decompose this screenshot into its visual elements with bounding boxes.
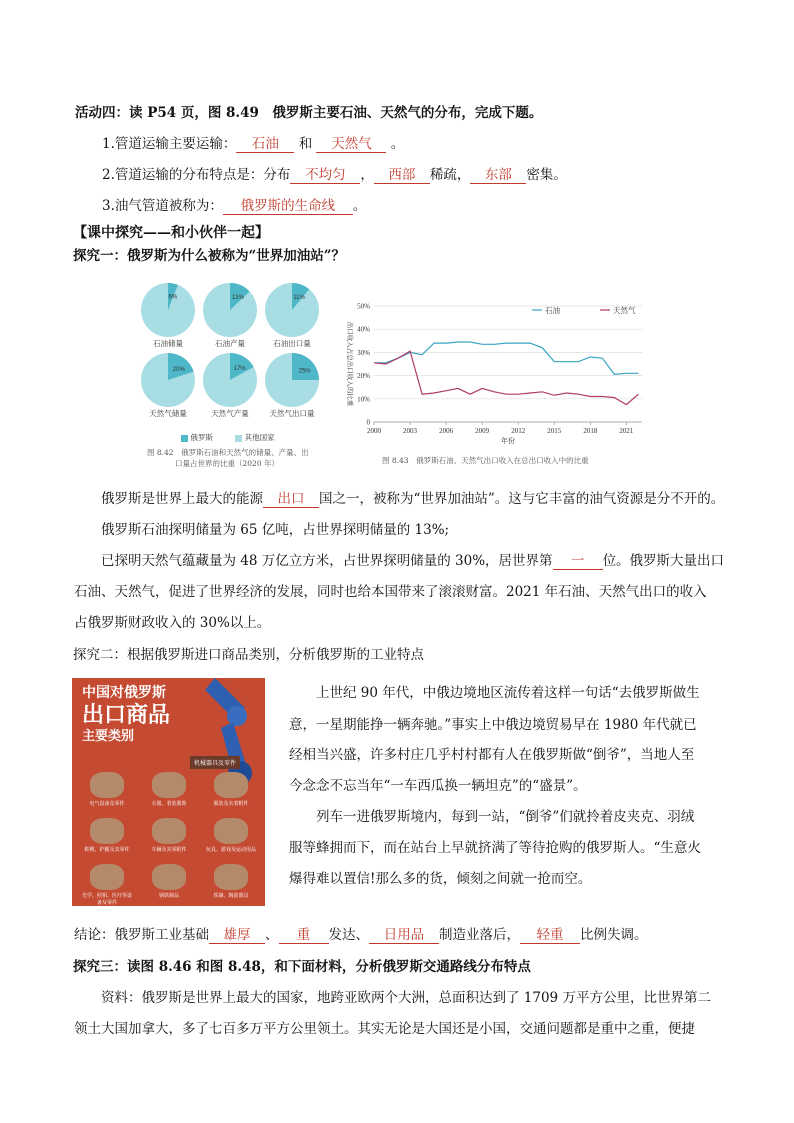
fig843-caption: 图 8.43 俄罗斯石油、天然气出口收入在总出口收入中的比重 xyxy=(382,456,589,465)
pie-chart xyxy=(141,283,195,348)
activity-intro: 活动四：读 P54 页，图 8.49 俄罗斯主要石油、天然气的分布，完成下题。 xyxy=(75,105,543,121)
pie-value-label: 6% xyxy=(168,294,178,301)
x-tick-label: 2012 xyxy=(511,427,526,435)
x-tick-label: 2003 xyxy=(403,427,418,435)
legend-label: 天然气 xyxy=(613,306,636,315)
poster-item: 钢铁制品 xyxy=(144,864,194,899)
fig842-caption-1: 图 8.42 俄罗斯石油和天然气的储量、产量、出 xyxy=(147,448,309,457)
conclusion: 结论：俄罗斯工业基础 雄厚 、 重 发达、 日用品 制造业落后， 轻重 比例失调。 xyxy=(74,927,648,943)
figure-8-43 xyxy=(338,294,658,474)
y-tick-label: 0 xyxy=(366,418,370,427)
answer-gas: 天然气 xyxy=(316,136,386,153)
pie-label: 天然气储量 xyxy=(149,409,187,418)
answer-lifeline: 俄罗斯的生命线 xyxy=(223,198,353,215)
pie-grid xyxy=(133,280,333,440)
poster-item: 鞋靴、护腿及其零件 xyxy=(82,818,132,853)
pie-value-label: 25% xyxy=(298,368,311,375)
x-axis-label: 年份 xyxy=(501,437,515,444)
pie-label: 石油产量 xyxy=(215,339,245,348)
explore2-para4: 今念念不忘当年“一车西瓜换一辆坦克”的“盛景”。 xyxy=(289,778,587,794)
pie-chart xyxy=(265,283,319,348)
pie-label: 石油出口量 xyxy=(273,339,311,348)
series-line-0 xyxy=(374,342,638,374)
legend-label: 石油 xyxy=(545,306,560,315)
pie-chart xyxy=(265,353,319,418)
explore3-title: 探究三：读图 8.46 和图 8.48，和下面材料，分析俄罗斯交通路线分布特点 xyxy=(73,959,531,975)
poster-item: 玩具、游戏及运动用品 xyxy=(206,818,256,853)
answer-oil: 石油 xyxy=(236,136,294,153)
export-poster-image: 中国对俄罗斯 出口商品 主要类别 机械器具及零件 电气设备及零件 衣服、着装服饰 服装及衣着附件 鞋靴、护腿及其零件 车辆及其零附件 玩具、游戏及运动用品 光学、照相、医疗等设备及零件 钢铁制品 铁制、陶瓷器具 xyxy=(72,678,265,906)
series-line-1 xyxy=(374,351,638,404)
answer-export: 出口 xyxy=(263,491,319,508)
x-tick-label: 2006 xyxy=(439,427,454,435)
line-chart xyxy=(338,294,658,444)
poster-item: 车辆及其零附件 xyxy=(144,818,194,853)
pie-slice-russia xyxy=(292,353,319,380)
pie-label: 天然气出口量 xyxy=(269,409,315,418)
pie-label: 天然气产量 xyxy=(211,409,249,418)
answer-light-heavy: 轻重 xyxy=(520,927,580,944)
x-tick-label: 2021 xyxy=(619,427,634,435)
pie-legend: 俄罗斯 其他国家 xyxy=(181,432,275,443)
pie-chart xyxy=(203,353,257,418)
explore2-para1: 上世纪 90 年代，中俄边境地区流传着这样一句话“去俄罗斯做生 xyxy=(316,685,700,701)
y-tick-label: 40% xyxy=(357,325,370,334)
x-tick-label: 2009 xyxy=(475,427,490,435)
explore2-para2: 意，一星期能挣一辆奔驰。”事实上中俄边境贸易早在 1980 年代就已 xyxy=(289,717,697,733)
explore2-para5: 列车一进俄罗斯境内，每到一站，“倒爷”们就拎着皮夹克、羽绒 xyxy=(316,809,695,825)
poster-item: 光学、照相、医疗等设备及零件 xyxy=(82,864,132,906)
explore1-p2: 俄罗斯石油探明储量为 65 亿吨，占世界探明储量的 13%; xyxy=(101,522,450,538)
explore1-p3: 已探明天然气蕴藏量为 48 万亿立方米，占世界探明储量的 30%，居世界第 一 位。俄罗斯大量出口 xyxy=(101,553,725,569)
explore1-title: 探究一：俄罗斯为什么被称为“世界加油站”？ xyxy=(73,248,346,264)
x-tick-label: 2000 xyxy=(367,427,381,435)
explore3-p1: 资料：俄罗斯是世界上最大的国家，地跨亚欧两个大洲，总面积达到了 1709 万平方公里，比世界第二 xyxy=(101,990,711,1006)
section-title: 【课中探究——和小伙伴一起】 xyxy=(73,225,269,241)
poster-item: 衣服、着装服饰 xyxy=(144,772,194,807)
explore2-para6: 服等蜂拥而下，而在站台上早就挤满了等待抢购的俄罗斯人。“生意火 xyxy=(289,840,701,856)
y-tick-label: 10% xyxy=(357,395,370,404)
legend-swatch-other xyxy=(235,435,242,442)
poster-item: 铁制、陶瓷器具 xyxy=(206,864,256,899)
pie-value-label: 17% xyxy=(233,366,246,373)
y-tick-label: 30% xyxy=(357,348,370,357)
explore1-p5: 占俄罗斯财政收入的 30%以上。 xyxy=(74,615,271,631)
answer-uneven: 不均匀 xyxy=(290,167,360,184)
y-tick-label: 50% xyxy=(357,302,370,311)
answer-daily-goods: 日用品 xyxy=(369,927,439,944)
explore2-para3: 经相当兴盛，许多村庄几乎村村都有人在俄罗斯做“倒爷”，当地人至 xyxy=(289,747,695,763)
answer-solid: 雄厚 xyxy=(209,927,265,944)
y-axis-label: 出口收入占总出口收入的比重 xyxy=(346,321,354,407)
pie-value-label: 11% xyxy=(293,294,305,301)
answer-east: 东部 xyxy=(470,167,526,184)
poster-item: 服装及衣着附件 xyxy=(206,772,256,807)
answer-first: 一 xyxy=(553,553,603,570)
explore2-title: 探究二：根据俄罗斯进口商品类别，分析俄罗斯的工业特点 xyxy=(73,647,424,663)
y-tick-label: 20% xyxy=(357,372,370,381)
x-tick-label: 2015 xyxy=(547,427,562,435)
question-3: 3.油气管道被称为： 俄罗斯的生命线 。 xyxy=(102,198,367,214)
answer-west: 西部 xyxy=(374,167,430,184)
pie-value-label: 20% xyxy=(172,366,185,373)
question-2: 2.管道运输的分布特点是：分布 不均匀 ， 西部 稀疏， 东部 密集。 xyxy=(102,167,567,183)
explore2-para7: 爆得难以置信!那么多的货，倾刻之间就一抢而空。 xyxy=(289,871,592,887)
question-1: 1.管道运输主要运输： 石油 和 天然气 。 xyxy=(102,136,405,152)
pie-label: 石油储量 xyxy=(153,339,183,348)
explore3-p2: 领土大国加拿大，多了七百多万平方公里领土。其实无论是大国还是小国，交通问题都是重中之重，便捷 xyxy=(74,1021,695,1037)
poster-item: 电气设备及零件 xyxy=(82,772,132,807)
fig842-caption-2: 口量占世界的比重（2020 年） xyxy=(175,459,279,468)
pie-chart xyxy=(203,283,257,348)
legend-swatch-russia xyxy=(181,435,188,442)
x-tick-label: 2018 xyxy=(583,427,598,435)
answer-heavy: 重 xyxy=(279,927,329,944)
explore1-p1: 俄罗斯是世界上最大的能源 出口 国之一，被称为“世界加油站”。这与它丰富的油气资源是分不开的。 xyxy=(101,491,725,507)
pie-value-label: 13% xyxy=(231,295,244,302)
figure-8-42 xyxy=(133,280,333,470)
explore1-p4: 石油、天然气，促进了世界经济的发展，同时也给本国带来了滚滚财富。2021 年石油、天然气出口的收入 xyxy=(74,584,707,600)
pie-chart xyxy=(141,353,195,418)
